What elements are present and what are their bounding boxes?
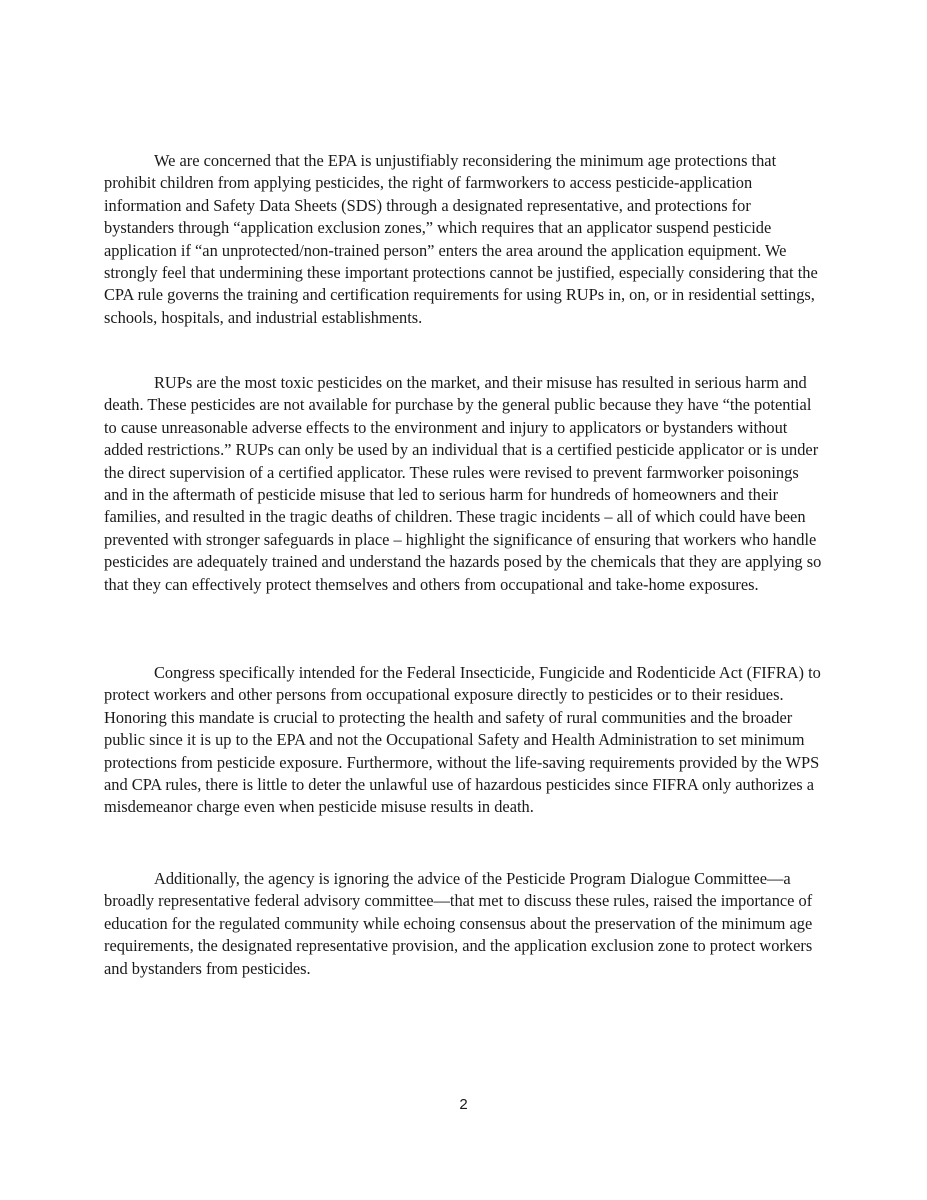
paragraph-advisory-committee: Additionally, the agency is ignoring the advice of the Pesticide Program Dialogue Committee—a broadly representative federal advisory committee—that met to discuss these rules, raised the importance of education for the regulated community while echoing consensus about the preservation of the minimum age requirements, the designated representative provision, and the application exclusion zone to protect workers and bystanders from pesticides. bbox=[104, 869, 813, 978]
paragraph-minimum-age-protections: We are concerned that the EPA is unjustifiably reconsidering the minimum age protections that prohibit children from applying pesticides, the right of farmworkers to access pesticide-application information and Safety Data Sheets (SDS) through a designated representative, and protections for bystanders through “application exclusion zones,” which requires that an applicator suspend pesticide application if “an unprotected/non-trained person” enters the area around the application equipment. We strongly feel that undermining these important protections cannot be justified, especially considering that the CPA rule governs the training and certification requirements for using RUPs in, on, or in residential settings, schools, hospitals, and industrial establishments. bbox=[104, 151, 818, 327]
page-number: 2 bbox=[459, 1096, 468, 1113]
paragraph-fifra-mandate: Congress specifically intended for the Federal Insecticide, Fungicide and Rodenticide Act (FIFRA) to protect workers and other persons from occupational exposure directly to pesticides or to their residues. Honoring this mandate is crucial to protecting the health and safety of rural communities and the broader public since it is up to the EPA and not the Occupational Safety and Health Administration to set minimum protections from pesticide exposure. Furthermore, without the life-saving requirements provided by the WPS and CPA rules, there is little to deter the unlawful use of hazardous pesticides since FIFRA only authorizes a misdemeanor charge even when pesticide misuse results in death. bbox=[104, 663, 821, 817]
paragraph-rups-toxicity: RUPs are the most toxic pesticides on the market, and their misuse has resulted in serious harm and death. These pesticides are not available for purchase by the general public because they have “the potential to cause unreasonable adverse effects to the environment and injury to applicators or bystanders without added restrictions.” RUPs can only be used by an individual that is a certified pesticide applicator or is under the direct supervision of a certified applicator. These rules were revised to prevent farmworker poisonings and in the aftermath of pesticide misuse that led to serious harm for hundreds of homeowners and their families, and resulted in the tragic deaths of children. These tragic incidents – all of which could have been prevented with stronger safeguards in place – highlight the significance of ensuring that workers who handle pesticides are adequately trained and understand the hazards posed by the chemicals that they are applying so that they can effectively protect themselves and others from occupational and take-home exposures. bbox=[104, 373, 822, 594]
